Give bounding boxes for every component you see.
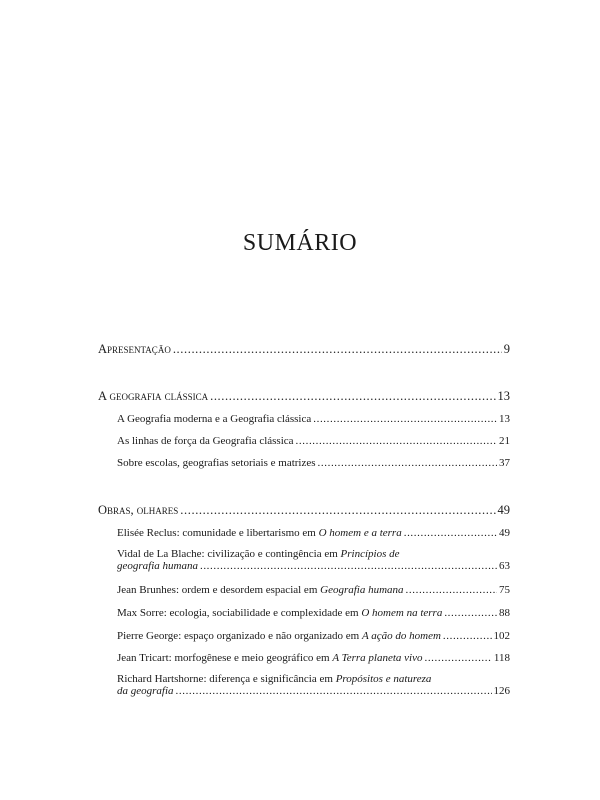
toc-section-geografia-classica[interactable] (98, 389, 510, 404)
toc-page-number: 75 (499, 584, 510, 596)
leader-dots (210, 389, 495, 404)
work-title: O homem na terra (361, 607, 443, 619)
toc-section-obras-olhares[interactable] (98, 503, 510, 518)
toc-item-label: Elisée Reclus: comunidade e libertarismo em O homem e a terra (117, 527, 402, 539)
toc-item-label: Pierre George: espaço organizado e não organizado em A ação do homem (117, 630, 441, 642)
toc-section-label: A geografia clássica (98, 389, 209, 403)
work-title: A ação do homem (361, 630, 441, 642)
work-title: Propósitos e natureza (335, 673, 432, 685)
toc-item-label: Sobre escolas, geografias setoriais e matrizes (117, 457, 316, 469)
toc-page-number: 37 (499, 457, 510, 469)
toc-section-apresentacao[interactable] (98, 342, 510, 357)
work-title-continued: geografia humana (117, 560, 198, 572)
leader-dots (318, 457, 497, 469)
leader-dots (404, 527, 497, 539)
toc-item[interactable] (117, 527, 510, 539)
toc-page-number: 49 (497, 503, 510, 517)
toc-item[interactable] (117, 457, 510, 469)
toc-item[interactable] (117, 652, 510, 664)
leader-dots (176, 685, 492, 697)
leader-dots (444, 607, 497, 619)
toc-page-number: 21 (499, 435, 510, 447)
toc-item-label: A Geografia moderna e a Geografia clássica (117, 413, 312, 425)
toc-item-label: Max Sorre: ecologia, sociabilidade e complexidade em O homem na terra (117, 607, 443, 619)
leader-dots (443, 630, 492, 642)
toc-item[interactable] (117, 548, 510, 572)
toc-section-label: Obras, olhares (98, 503, 179, 517)
toc-section-label: Apresentação (98, 342, 171, 356)
toc-page-number: 102 (493, 630, 510, 642)
leader-dots (180, 503, 495, 518)
toc-item[interactable] (117, 584, 510, 596)
toc-item[interactable] (117, 630, 510, 642)
work-title: Princípios de (340, 548, 400, 560)
work-title: O homem e a terra (318, 527, 402, 539)
toc-page-number: 13 (499, 413, 510, 425)
toc-page-number: 88 (499, 607, 510, 619)
leader-dots (173, 342, 502, 357)
toc-page-number: 118 (493, 652, 510, 664)
toc-item-label: As linhas de força da Geografia clássica (117, 435, 294, 447)
leader-dots (296, 435, 497, 447)
toc-item[interactable] (117, 673, 510, 697)
leader-dots (424, 652, 491, 664)
leader-dots (313, 413, 497, 425)
leader-dots (406, 584, 497, 596)
work-title-continued: da geografia (117, 685, 174, 697)
toc-page-number: 63 (499, 560, 510, 572)
toc-item-label: Richard Hartshorne: diferença e significância em Propósitos e natureza (117, 673, 432, 685)
toc-page-number: 49 (499, 527, 510, 539)
toc-item-label: Jean Tricart: morfogênese e meio geográfico em A Terra planeta vivo (117, 652, 423, 664)
toc-page-number: 9 (503, 342, 510, 356)
toc-page-number: 13 (497, 389, 510, 403)
toc-item[interactable] (117, 435, 510, 447)
toc-item-label: Vidal de La Blache: civilização e contingência em Princípios de (117, 548, 400, 560)
toc-item[interactable] (117, 607, 510, 619)
work-title: A Terra planeta vivo (332, 652, 423, 664)
work-title: Geografia humana (320, 584, 404, 596)
toc-item-label: Jean Brunhes: ordem e desordem espacial em Geografia humana (117, 584, 404, 596)
leader-dots (200, 560, 497, 572)
toc-page-number: 126 (493, 685, 510, 697)
toc-item[interactable] (117, 413, 510, 425)
page-title: SUMÁRIO (242, 230, 358, 256)
